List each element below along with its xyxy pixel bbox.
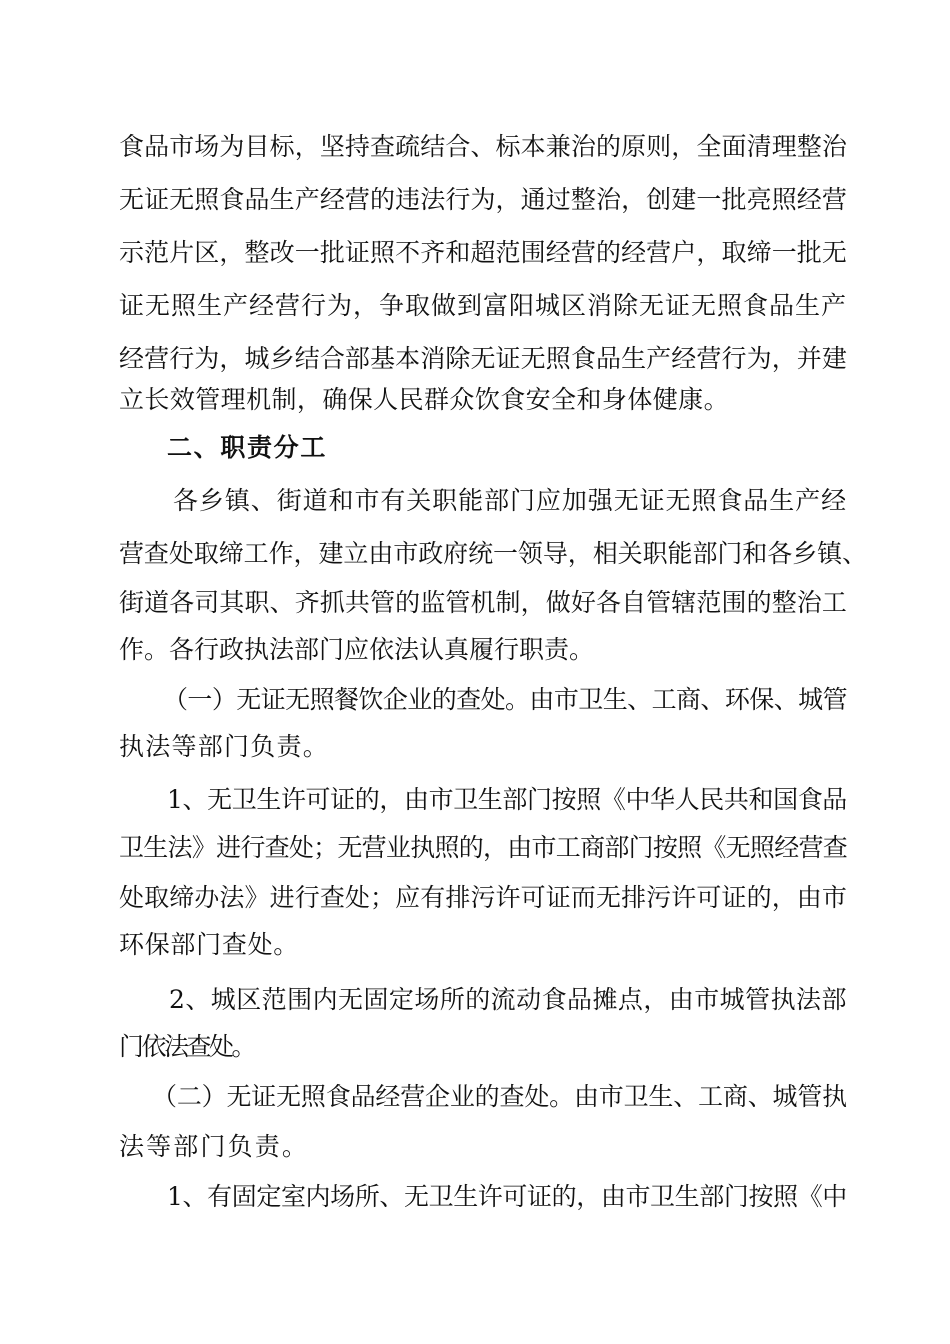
body-line-15: 卫生法》进行查处；无营业执照的，由市工商部门按照《无照经营查 xyxy=(119,833,848,862)
body-line-14: 1、无卫生许可证的，由市卫生部门按照《中华人民共和国食品 xyxy=(167,785,847,814)
body-line-11: 作。各行政执法部门应依法认真履行职责。 xyxy=(119,635,595,664)
body-line-8: 各乡镇、街道和市有关职能部门应加强无证无照食品生产经 xyxy=(173,486,848,515)
body-line-10: 街道各司其职、齐抓共管的监管机制，做好各自管辖范围的整治工 xyxy=(119,588,848,617)
body-line-4: 证无照生产经营行为，争取做到富阳城区消除无证无照食品生产 xyxy=(119,291,848,320)
body-line-17: 环保部门查处。 xyxy=(119,930,300,959)
body-line-5: 经营行为，城乡结合部基本消除无证无照食品生产经营行为，并建 xyxy=(119,344,848,373)
body-line-19: 门依法查处。 xyxy=(119,1032,255,1061)
body-line-21: 法等部门负责。 xyxy=(119,1132,310,1161)
body-line-9: 营查处取缔工作，建立由市政府统一领导，相关职能部门和各乡镇、 xyxy=(119,539,868,568)
body-line-2: 无证无照食品生产经营的违法行为，通过整治，创建一批亮照经营 xyxy=(119,185,848,214)
section-heading: 二、职责分工 xyxy=(167,433,328,462)
body-line-6: 立长效管理机制，确保人民群众饮食安全和身体健康。 xyxy=(119,385,730,414)
body-line-16: 处取缔办法》进行查处；应有排污许可证而无排污许可证的，由市 xyxy=(119,883,848,912)
body-line-18: 2、城区范围内无固定场所的流动食品摊点，由市城管执法部 xyxy=(169,985,847,1014)
body-line-20: （二）无证无照食品经营企业的查处。由市卫生、工商、城管执 xyxy=(152,1082,848,1111)
body-line-3: 示范片区，整改一批证照不齐和超范围经营的经营户，取缔一批无 xyxy=(119,238,848,267)
body-line-1: 食品市场为目标，坚持查疏结合、标本兼治的原则，全面清理整治 xyxy=(119,132,848,161)
body-line-12: （一）无证无照餐饮企业的查处。由市卫生、工商、环保、城管 xyxy=(163,685,848,714)
body-line-22: 1、有固定室内场所、无卫生许可证的，由市卫生部门按照《中 xyxy=(167,1182,847,1211)
body-line-13: 执法等部门负责。 xyxy=(119,732,330,761)
